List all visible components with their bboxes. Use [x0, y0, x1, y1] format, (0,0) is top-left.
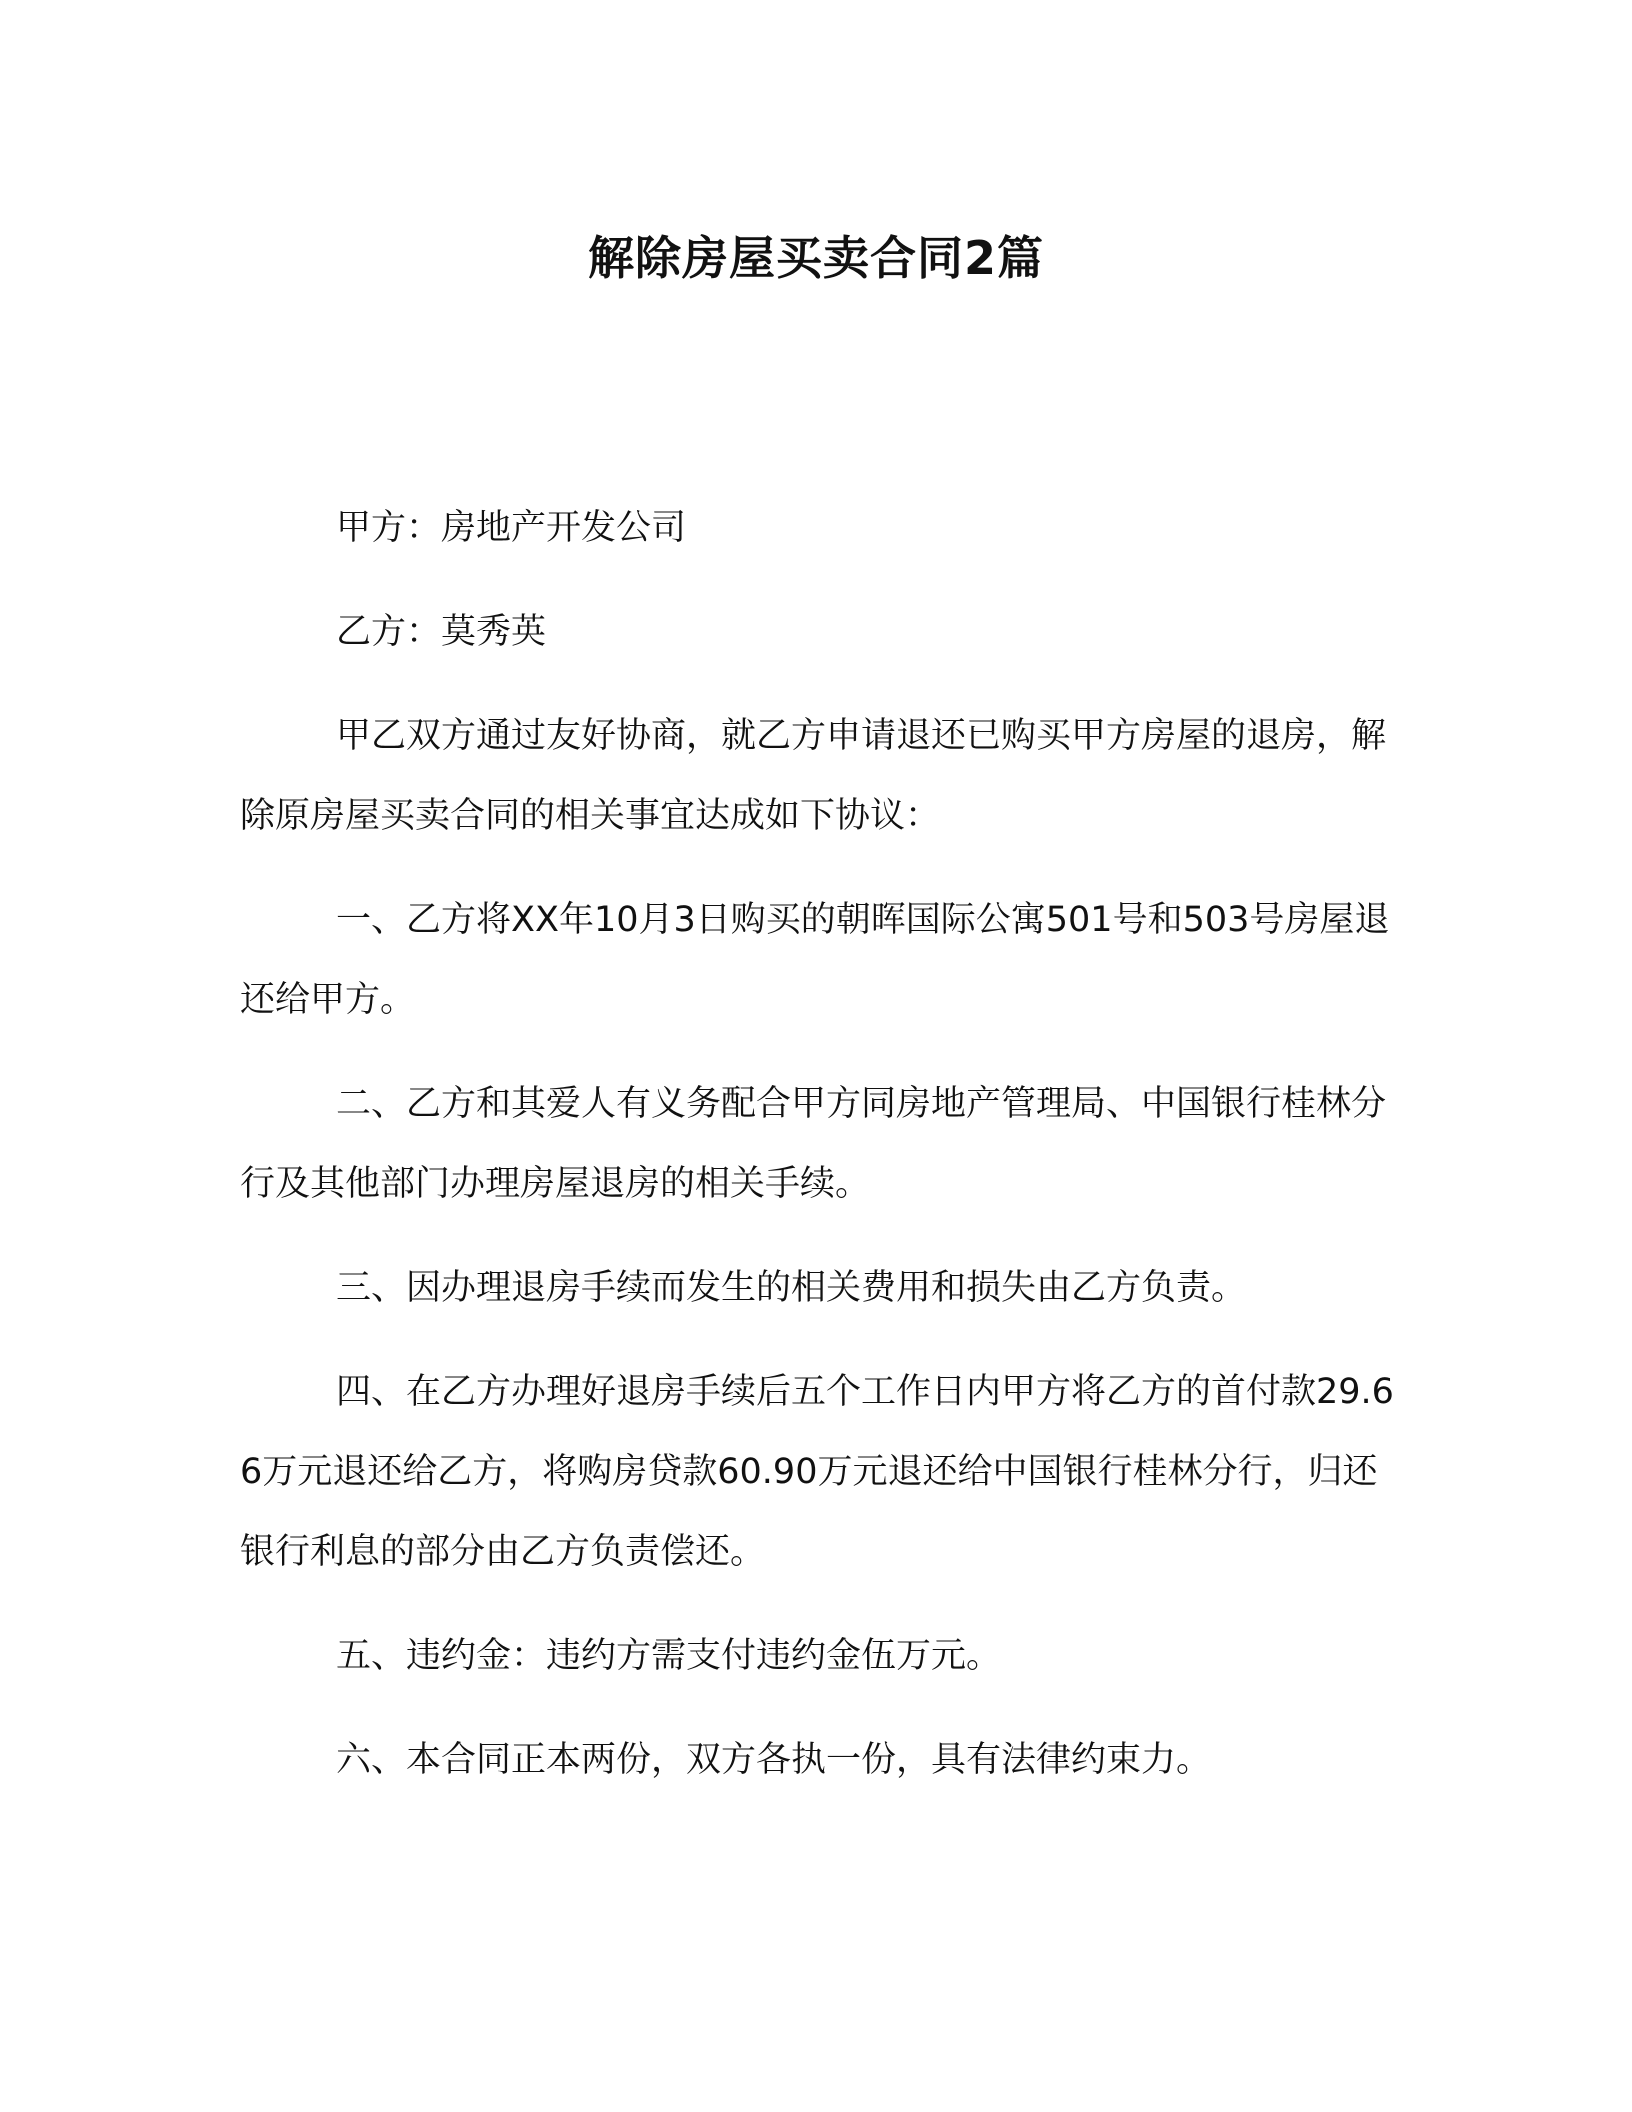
party-a-line: 甲方：房地产开发公司: [336, 508, 687, 548]
intro-paragraph: 甲乙双方通过友好协商，就乙方申请退还已购买甲方房屋的退房，解除原房屋买卖合同的相关事宜达成如下协议：: [240, 716, 1387, 836]
clause-2: 二、乙方和其爱人有义务配合甲方同房地产管理局、中国银行桂林分行及其他部门办理房屋退房的相关手续。: [240, 1084, 1387, 1204]
party-b-line: 乙方：莫秀英: [336, 612, 547, 652]
clause-4: 四、在乙方办理好退房手续后五个工作日内甲方将乙方的首付款29.66万元退还给乙方，将购房贷款60.90万元退还给中国银行桂林分行，归还银行利息的部分由乙方负责偿还。: [240, 1372, 1394, 1572]
clause-6: 六、本合同正本两份，双方各执一份，具有法律约束力。: [336, 1740, 1212, 1780]
clause-1: 一、乙方将XX年10月3日购买的朝晖国际公寓501号和503号房屋退还给甲方。: [240, 900, 1390, 1020]
clause-5: 五、违约金：违约方需支付违约金伍万元。: [336, 1636, 1002, 1676]
document-body: [240, 488, 1400, 1824]
clause-3: 三、因办理退房手续而发生的相关费用和损失由乙方负责。: [336, 1268, 1247, 1308]
document-title: 解除房屋买卖合同2篇: [587, 231, 1044, 285]
